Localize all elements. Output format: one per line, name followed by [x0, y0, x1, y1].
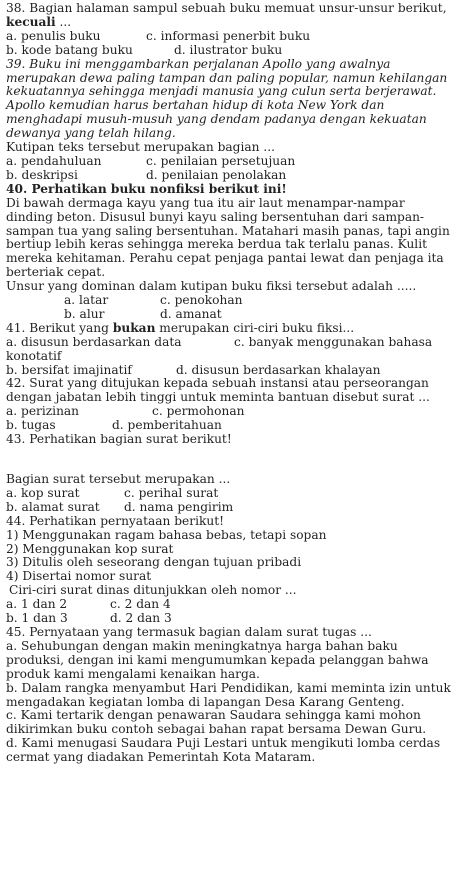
question-39-option-c[interactable]: c. penilaian persetujuan	[146, 153, 296, 168]
question-39-passage: 39. Buku ini menggambarkan perjalanan Apollo yang awalnya merupakan dewa paling tampan dan paling popular, namun kehilangan kekuatannya sehingga menjadi manusia yang culun serta berjerawat. Apollo kemudian harus bertahan hidup di kota New York dan menghadapi musuh-musuh yang dendam padanya dengan kekuatan dewanya yang telah hilang.	[6, 56, 448, 141]
question-44-option-c[interactable]: c. 2 dan 4	[110, 597, 171, 612]
question-40-stem: Unsur yang dominan dalam kutipan buku fiksi tersebut adalah .....	[6, 279, 417, 294]
question-41-options-row2	[6, 364, 453, 378]
question-43-question: Bagian surat tersebut merupakan ...	[6, 472, 231, 486]
question-40-passage: Di bawah dermaga kayu yang tua itu air laut menampar-nampar dinding beton. Disusul bunyi kayu saling bersentuhan dari sampan-sampan tua yang saling bersentuhan. Matahari masih panas, tapi angin bertiup lebih keras sehingga mereka berdua tak terlalu panas. Kulit mereka kehitaman. Perahu cepat penjaga pantai lewat dan penjaga ita berteriak cepat.	[6, 195, 450, 280]
question-43-options-row2	[6, 501, 453, 515]
question-38-option-b[interactable]: b. kode batang buku	[6, 42, 133, 57]
question-44-item: 1) Menggunakan ragam bahasa bebas, tetapi sopan	[6, 527, 327, 542]
question-41-text-end: merupakan ciri-ciri buku fiksi...	[155, 320, 355, 335]
question-41-text: 41. Berikut yang	[6, 320, 113, 335]
question-38-options-row1	[6, 30, 453, 44]
question-43-option-b[interactable]: b. alamat surat	[6, 499, 100, 514]
question-41-option-c-cont: konotatif	[6, 348, 62, 363]
question-44-item: 3) Ditulis oleh seseorang dengan tujuan pribadi	[6, 555, 302, 570]
question-43-options-row1	[6, 487, 453, 501]
question-38-option-c[interactable]: c. informasi penerbit buku	[146, 28, 311, 43]
question-41-option-d[interactable]: d. disusun berdasarkan khalayan	[176, 362, 381, 377]
question-41-option-c[interactable]: c. banyak menggunakan bahasa	[234, 334, 433, 349]
question-45-stem: 45. Pernyataan yang termasuk bagian dalam surat tugas ...	[6, 624, 372, 639]
question-39-options-row2	[6, 169, 453, 183]
question-40-option-b[interactable]: b. alur	[64, 306, 105, 321]
question-41-stem	[6, 322, 453, 336]
question-38-stem	[6, 2, 453, 30]
question-41-options-row1	[6, 336, 453, 350]
question-43-option-d[interactable]: d. nama pengirim	[124, 499, 234, 514]
question-45-option-d[interactable]: d. Kami menugasi Saudara Puji Lestari untuk mengikuti lomba cerdas cermat yang diadakan Pemerintah Kota Mataram.	[6, 736, 441, 765]
question-44-stem: 44. Perhatikan pernyataan berikut!	[6, 513, 224, 528]
question-40-option-d[interactable]: d. amanat	[160, 306, 222, 321]
question-38-text: 38. Bagian halaman sampul sebuah buku memuat unsur-unsur berikut,	[6, 1, 447, 15]
question-42-option-b[interactable]: b. tugas	[6, 418, 56, 433]
question-43-image-area	[6, 447, 453, 473]
question-42-options-row1	[6, 405, 453, 419]
question-38-emphasis: kecuali	[6, 14, 56, 29]
question-38-ellipsis: ...	[55, 14, 72, 29]
question-45-option-c[interactable]: c. Kami tertarik dengan penawaran Saudara sehingga kami mohon dikirimkan buku contoh sebagai bahan rapat bersama Dewan Guru.	[6, 708, 427, 737]
question-40-options-row2	[6, 308, 453, 322]
question-42-option-d[interactable]: d. pemberitahuan	[112, 418, 222, 433]
question-45-option-b[interactable]: b. Dalam rangka menyambut Hari Pendidikan, kami meminta izin untuk mengadakan kegiatan lomba di lapangan Desa Karang Genteng.	[6, 680, 451, 709]
question-40-option-a[interactable]: a. latar	[64, 293, 109, 308]
question-41-option-a[interactable]: a. disusun berdasarkan data	[6, 334, 182, 349]
question-40-options-row1	[6, 294, 453, 308]
question-44-option-d[interactable]: d. 2 dan 3	[110, 611, 172, 626]
question-41-emphasis: bukan	[112, 320, 156, 335]
question-38-option-d[interactable]: d. ilustrator buku	[174, 42, 283, 57]
question-39-stem: Kutipan teks tersebut merupakan bagian ...	[6, 140, 275, 155]
question-43-option-c[interactable]: c. perihal surat	[124, 485, 219, 500]
question-44-options-row2	[6, 612, 453, 626]
question-38-option-a[interactable]: a. penulis buku	[6, 28, 101, 43]
question-42-option-c[interactable]: c. permohonan	[152, 404, 245, 419]
question-44-question: Ciri-ciri surat dinas ditunjukkan oleh nomor ...	[9, 583, 297, 598]
question-39-option-b[interactable]: b. deskripsi	[6, 167, 78, 182]
question-39-option-a[interactable]: a. pendahuluan	[6, 153, 102, 168]
question-41-option-b[interactable]: b. bersifat imajinatif	[6, 362, 132, 377]
question-42-options-row2	[6, 419, 453, 433]
question-44-option-a[interactable]: a. 1 dan 2	[6, 597, 68, 612]
question-39-options-row1	[6, 155, 453, 169]
question-42-stem: 42. Surat yang ditujukan kepada sebuah instansi atau perseorangan dengan jabatan lebih tinggi untuk meminta bantuan disebut surat ...	[6, 376, 430, 405]
question-43-option-a[interactable]: a. kop surat	[6, 485, 80, 500]
question-39-option-d[interactable]: d. penilaian penolakan	[146, 167, 287, 182]
question-43-stem: 43. Perhatikan bagian surat berikut!	[6, 432, 232, 447]
question-44-item: 4) Disertai nomor surat	[6, 569, 152, 584]
question-40-option-c[interactable]: c. penokohan	[160, 293, 243, 308]
question-44-options-row1	[6, 598, 453, 612]
question-38-options-row2	[6, 44, 453, 58]
question-44-item: 2) Menggunakan kop surat	[6, 541, 174, 556]
question-44-option-b[interactable]: b. 1 dan 3	[6, 611, 68, 626]
question-40-title: 40. Perhatikan buku nonfiksi berikut ini!	[6, 181, 287, 196]
question-42-option-a[interactable]: a. perizinan	[6, 404, 80, 419]
question-45-option-a[interactable]: a. Sehubungan dengan makin meningkatnya harga bahan baku produksi, dengan ini kami mengumumkan kepada pelanggan bahwa produk kami mengalami kenaikan harga.	[6, 638, 429, 681]
